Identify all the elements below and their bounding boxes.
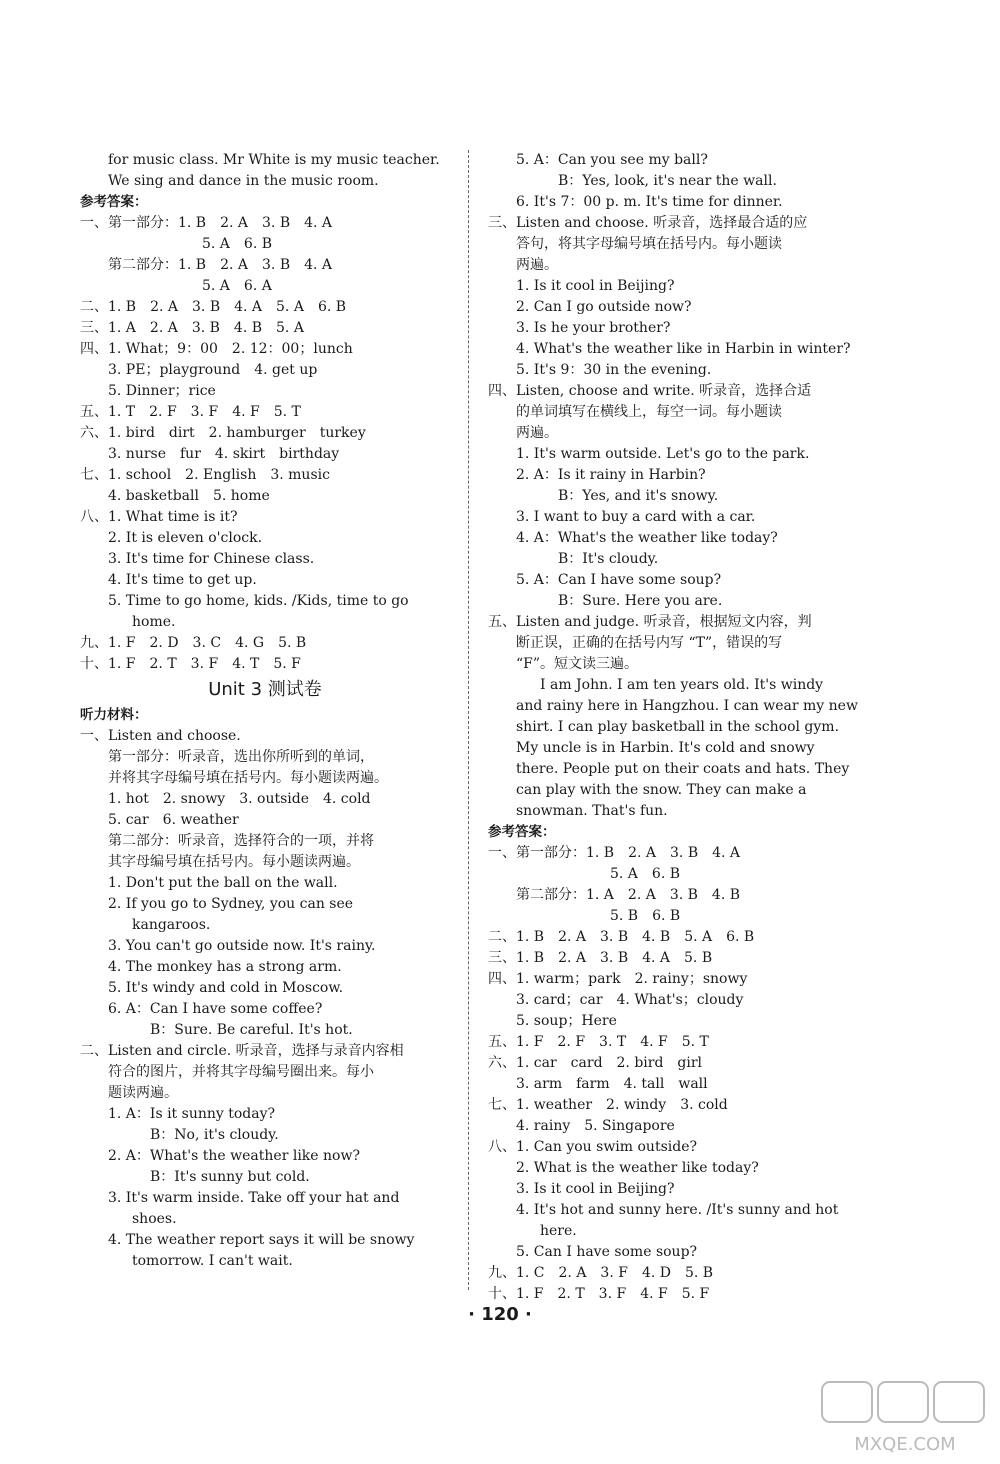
text-line: 的单词填写在横线上，每空一词。每小题读 — [516, 404, 782, 420]
text-line: “F”。短文读三遍。 — [516, 656, 639, 672]
text-line: 两遍。 — [516, 257, 558, 273]
text-line: 3. I want to buy a card with a car. — [516, 509, 756, 525]
text-line: 5. A：Can I have some soup? — [516, 572, 722, 588]
text-line: 1. Is it cool in Beijing? — [516, 278, 675, 294]
text-line: 1. A：Is it sunny today? — [108, 1106, 276, 1122]
text-line: 3. It's time for Chinese class. — [108, 551, 315, 567]
text-line: 第一部分：听录音，选出你所听到的单词， — [108, 749, 374, 765]
text-line: 5. Time to go home, kids. /Kids, time to go — [108, 593, 409, 609]
text-line: 五、1. T 2. F 3. F 4. F 5. T — [80, 404, 301, 420]
text-line: 第二部分：1. A 2. A 3. B 4. B — [516, 887, 741, 903]
text-line: My uncle is in Harbin. It's cold and snowy — [516, 740, 815, 756]
text-line: 6. It's 7：00 p. m. It's time for dinner. — [516, 194, 783, 210]
text-line: 4. rainy 5. Singapore — [516, 1118, 675, 1134]
text-line: 3. It's warm inside. Take off your hat and — [108, 1190, 400, 1206]
text-line: 七、1. weather 2. windy 3. cold — [488, 1097, 728, 1113]
text-line: 4. A：What's the weather like today? — [516, 530, 778, 546]
text-line: B：It's sunny but cold. — [150, 1169, 310, 1185]
text-line: 2. A：Is it rainy in Harbin? — [516, 467, 706, 483]
text-line: 2. A：What's the weather like now? — [108, 1148, 360, 1164]
text-line: 5. It's 9：30 in the evening. — [516, 362, 712, 378]
text-line: B：Yes, look, it's near the wall. — [558, 173, 777, 189]
text-line: 四、1. What；9：00 2. 12：00；lunch — [80, 341, 353, 357]
text-line: 其字母编号填在括号内。每小题读两遍。 — [108, 854, 360, 870]
text-line: 断正误，正确的在括号内写 “T”，错误的写 — [516, 635, 783, 651]
text-line: 答句，将其字母编号填在括号内。每小题读 — [516, 236, 782, 252]
text-line: 八、1. What time is it? — [80, 509, 238, 525]
text-line: 4. What's the weather like in Harbin in winter? — [516, 341, 851, 357]
text-line: and rainy here in Hangzhou. I can wear my new — [516, 698, 858, 714]
left-column — [80, 150, 450, 1272]
text-line: 5. Dinner；rice — [108, 383, 216, 399]
text-line: 4. basketball 5. home — [108, 488, 270, 504]
text-line: shirt. I can play basketball in the school gym. — [516, 719, 840, 735]
text-line: 二、1. B 2. A 3. B 4. A 5. A 6. B — [80, 299, 347, 315]
text-line: B：It's cloudy. — [558, 551, 659, 567]
text-line: 5. B 6. B — [610, 908, 681, 924]
text-line: 第二部分：1. B 2. A 3. B 4. A — [108, 257, 333, 273]
text-line: 一、Listen and choose. — [80, 728, 241, 744]
section-heading: 参考答案： — [80, 194, 148, 210]
text-line: B：Yes, and it's snowy. — [558, 488, 719, 504]
text-line: 3. arm farm 4. tall wall — [516, 1076, 708, 1092]
text-line: 符合的图片，并将其字母编号圈出来。每小 — [108, 1064, 374, 1080]
text-line: B：Sure. Be careful. It's hot. — [150, 1022, 353, 1038]
text-line: 四、Listen, choose and write. 听录音，选择合适 — [488, 383, 812, 399]
text-line: 3. Is it cool in Beijing? — [516, 1181, 675, 1197]
text-line: 6. A：Can I have some coffee? — [108, 1001, 323, 1017]
section-title: Unit 3 测试卷 — [208, 679, 322, 700]
page-number: · 120 · — [468, 1304, 532, 1325]
text-line: there. People put on their coats and hats. They — [516, 761, 850, 777]
text-line: 一、第一部分：1. B 2. A 3. B 4. A — [488, 845, 741, 861]
text-line: 5. It's windy and cold in Moscow. — [108, 980, 344, 996]
text-line: 4. It's hot and sunny here. /It's sunny and hot — [516, 1202, 839, 1218]
text-line: here. — [540, 1223, 577, 1239]
text-line: snowman. That's fun. — [516, 803, 668, 819]
text-line: 2. What is the weather like today? — [516, 1160, 759, 1176]
svg-text:MXQE.COM: MXQE.COM — [854, 1434, 956, 1455]
text-line: 4. It's time to get up. — [108, 572, 257, 588]
text-line: shoes. — [132, 1211, 177, 1227]
text-line: 2. It is eleven o'clock. — [108, 530, 263, 546]
text-line: 一、第一部分：1. B 2. A 3. B 4. A — [80, 215, 333, 231]
text-line: 并将其字母编号填在括号内。每小题读两遍。 — [108, 770, 388, 786]
text-line: 三、1. A 2. A 3. B 4. B 5. A — [80, 320, 304, 336]
text-line: 3. PE；playground 4. get up — [108, 362, 318, 378]
text-line: 5. car 6. weather — [108, 812, 239, 828]
text-line: 第二部分：听录音，选择符合的一项，并将 — [108, 833, 374, 849]
text-line: 十、1. F 2. T 3. F 4. F 5. F — [488, 1286, 710, 1302]
section-heading: 听力材料： — [80, 707, 148, 723]
text-line: We sing and dance in the music room. — [108, 173, 379, 189]
text-line: 3. Is he your brother? — [516, 320, 671, 336]
text-line: 1. It's warm outside. Let's go to the park. — [516, 446, 810, 462]
text-line: B：No, it's cloudy. — [150, 1127, 279, 1143]
text-line: I am John. I am ten years old. It's windy — [540, 677, 824, 693]
text-line: 三、1. B 2. A 3. B 4. A 5. B — [488, 950, 713, 966]
text-line: 两遍。 — [516, 425, 558, 441]
text-line: 1. hot 2. snowy 3. outside 4. cold — [108, 791, 371, 807]
text-line: 3. You can't go outside now. It's rainy. — [108, 938, 376, 954]
text-line: 2. If you go to Sydney, you can see — [108, 896, 354, 912]
text-line: 九、1. C 2. A 3. F 4. D 5. B — [488, 1265, 714, 1281]
text-line: 5. A：Can you see my ball? — [516, 152, 708, 168]
text-line: 四、1. warm；park 2. rainy；snowy — [488, 971, 748, 987]
text-line: 二、1. B 2. A 3. B 4. B 5. A 6. B — [488, 929, 755, 945]
text-line: home. — [132, 614, 176, 630]
text-line: 2. Can I go outside now? — [516, 299, 692, 315]
text-line: 七、1. school 2. English 3. music — [80, 467, 330, 483]
right-column — [488, 150, 866, 1305]
text-line: 1. Don't put the ball on the wall. — [108, 875, 338, 891]
text-line: 九、1. F 2. D 3. C 4. G 5. B — [80, 635, 307, 651]
text-line: 二、Listen and circle. 听录音，选择与录音内容相 — [80, 1043, 404, 1059]
text-line: 五、1. F 2. F 3. T 4. F 5. T — [488, 1034, 709, 1050]
text-line: 六、1. car card 2. bird girl — [488, 1055, 703, 1071]
text-line: 4. The monkey has a strong arm. — [108, 959, 342, 975]
text-line: 4. The weather report says it will be snowy — [108, 1232, 415, 1248]
text-line: 5. A 6. B — [610, 866, 681, 882]
text-line: 5. soup；Here — [516, 1013, 617, 1029]
text-line: B：Sure. Here you are. — [558, 593, 723, 609]
text-line: 3. card；car 4. What's；cloudy — [516, 992, 744, 1008]
text-line: can play with the snow. They can make a — [516, 782, 807, 798]
text-line: 题读两遍。 — [108, 1085, 178, 1101]
text-line: kangaroos. — [132, 917, 211, 933]
text-line: 5. Can I have some soup? — [516, 1244, 698, 1260]
text-line: 三、Listen and choose. 听录音，选择最合适的应 — [488, 215, 808, 231]
text-line: 六、1. bird dirt 2. hamburger turkey — [80, 425, 366, 441]
text-line: 十、1. F 2. T 3. F 4. T 5. F — [80, 656, 301, 672]
text-line: 五、Listen and judge. 听录音，根据短文内容，判 — [488, 614, 812, 630]
text-line: for music class. Mr White is my music teacher. — [108, 152, 440, 168]
text-line: 5. A 6. A — [202, 278, 272, 294]
text-line: 八、1. Can you swim outside? — [488, 1139, 697, 1155]
text-line: tomorrow. I can't wait. — [132, 1253, 293, 1269]
text-line: 5. A 6. B — [202, 236, 273, 252]
column-divider — [468, 150, 469, 1290]
text-line: 3. nurse fur 4. skirt birthday — [108, 446, 340, 462]
section-heading: 参考答案： — [488, 824, 556, 840]
watermark-logo — [820, 1380, 990, 1460]
